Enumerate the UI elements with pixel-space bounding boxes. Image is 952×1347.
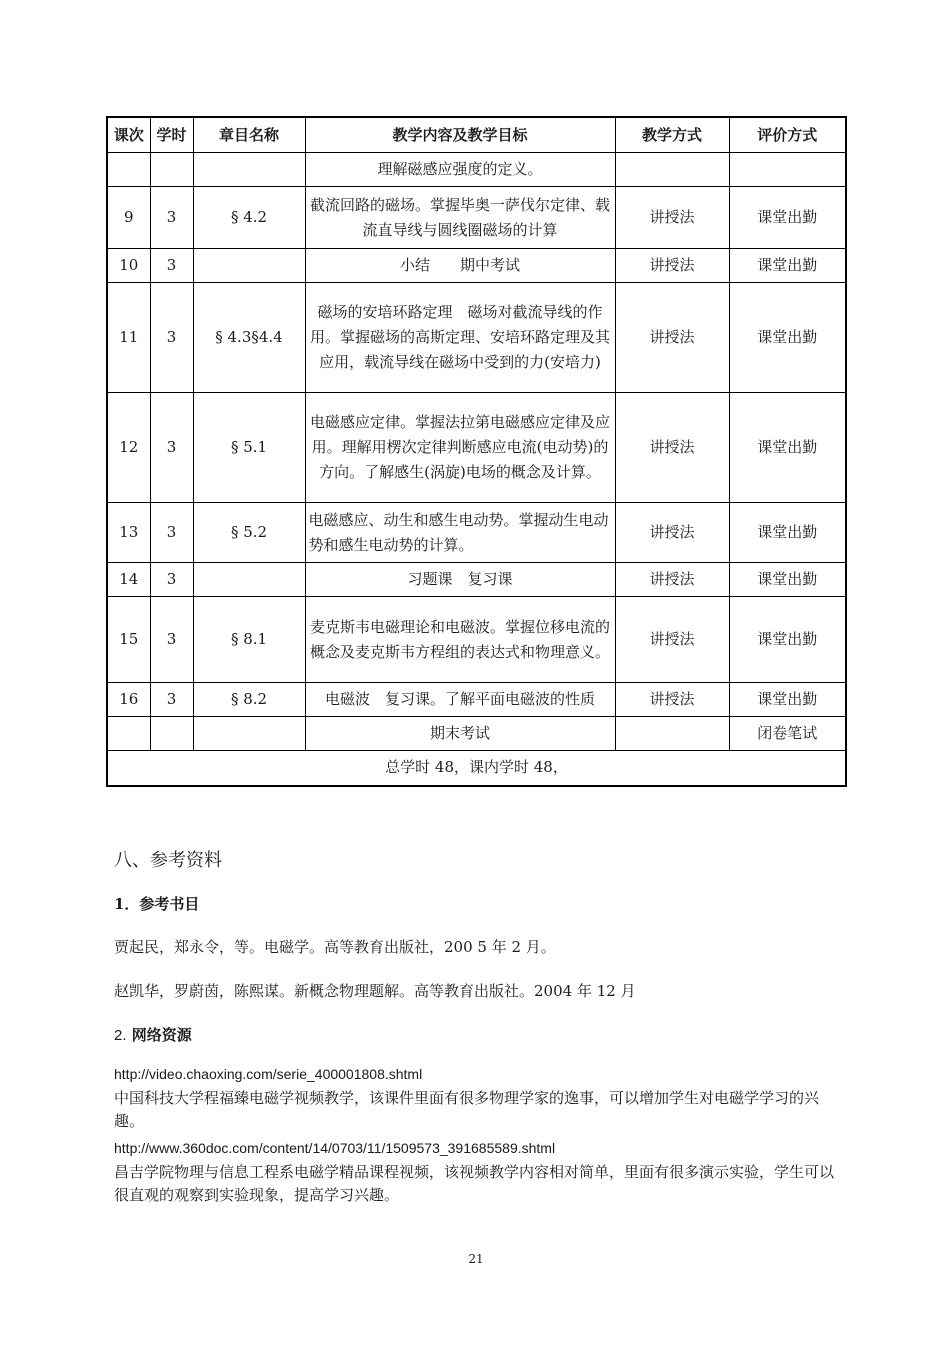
table-header-row (107, 117, 846, 153)
page-number: 21 (468, 1252, 484, 1266)
cell-content: 电磁波 复习课。了解平面电磁波的性质 (305, 683, 615, 717)
schedule-table (106, 116, 847, 787)
section-title: 八、参考资料 (114, 850, 222, 871)
cell-hours: 3 (150, 597, 193, 683)
cell-method: 讲授法 (615, 683, 729, 717)
cell-method (615, 153, 729, 187)
cell-method: 讲授法 (615, 249, 729, 283)
cell-chapter: § 8.1 (193, 597, 305, 683)
cell-lesson (107, 153, 150, 187)
cell-method: 讲授法 (615, 283, 729, 393)
cell-chapter: § 4.3§4.4 (193, 283, 305, 393)
cell-content: 磁场的安培环路定理 磁场对截流导线的作用。掌握磁场的高斯定理、安培环路定理及其应用，载流导线在磁场中受到的力(安培力) (305, 283, 615, 393)
table-row (107, 597, 846, 683)
web-title (114, 1024, 192, 1045)
cell-method: 讲授法 (615, 187, 729, 249)
cell-lesson: 15 (107, 597, 150, 683)
cell-chapter: § 5.2 (193, 503, 305, 563)
cell-eval: 课堂出勤 (729, 393, 846, 503)
cell-eval: 课堂出勤 (729, 563, 846, 597)
cell-hours: 3 (150, 503, 193, 563)
cell-hours: 3 (150, 563, 193, 597)
table-row (107, 717, 846, 751)
cell-chapter: § 8.2 (193, 683, 305, 717)
cell-hours: 3 (150, 249, 193, 283)
web-link[interactable]: http://www.360doc.com/content/14/0703/11/1509573_391685589.shtml (114, 1140, 556, 1156)
cell-content: 习题课 复习课 (305, 563, 615, 597)
cell-eval (729, 153, 846, 187)
table-row (107, 283, 846, 393)
cell-method: 讲授法 (615, 393, 729, 503)
cell-eval: 课堂出勤 (729, 187, 846, 249)
cell-eval: 闭卷笔试 (729, 717, 846, 751)
table-row (107, 393, 846, 503)
cell-lesson: 12 (107, 393, 150, 503)
table-row (107, 683, 846, 717)
table-row (107, 563, 846, 597)
cell-lesson: 9 (107, 187, 150, 249)
cell-hours: 3 (150, 393, 193, 503)
table-total-row (107, 751, 846, 786)
web-description: 昌吉学院物理与信息工程系电磁学精品课程视频，该视频教学内容相对简单，里面有很多演示实验，学生可以很直观的观察到实验现象，提高学习兴趣。 (114, 1163, 835, 1204)
cell-eval: 课堂出勤 (729, 249, 846, 283)
web-link[interactable]: http://video.chaoxing.com/serie_400001808.shtml (114, 1066, 423, 1082)
table-row (107, 187, 846, 249)
header-lesson: 课次 (107, 117, 150, 153)
web-description: 中国科技大学程福臻电磁学视频教学，该课件里面有很多物理学家的逸事，可以增加学生对电磁学学习的兴趣。 (114, 1089, 820, 1130)
cell-total: 总学时 48，课内学时 48， (107, 751, 846, 786)
header-eval: 评价方式 (729, 117, 846, 153)
cell-eval: 课堂出勤 (729, 597, 846, 683)
cell-method (615, 717, 729, 751)
book-entry: 贾起民，郑永令，等。电磁学。高等教育出版社，200 5 年 2 月。 (114, 938, 556, 956)
table-row (107, 503, 846, 563)
header-hours: 学时 (150, 117, 193, 153)
cell-chapter: § 5.1 (193, 393, 305, 503)
cell-eval: 课堂出勤 (729, 283, 846, 393)
table-row (107, 249, 846, 283)
cell-content: 截流回路的磁场。掌握毕奥一萨伐尔定律、载流直导线与圆线圈磁场的计算 (305, 187, 615, 249)
cell-chapter: § 4.2 (193, 187, 305, 249)
books-title: 1．参考书目 (114, 895, 200, 913)
cell-content: 期末考试 (305, 717, 615, 751)
cell-method: 讲授法 (615, 563, 729, 597)
cell-content: 麦克斯韦电磁理论和电磁波。掌握位移电流的概念及麦克斯韦方程组的表达式和物理意义。 (305, 597, 615, 683)
web-title-number: 2. (114, 1027, 127, 1044)
cell-lesson: 13 (107, 503, 150, 563)
cell-method: 讲授法 (615, 503, 729, 563)
table-row (107, 153, 846, 187)
header-method: 教学方式 (615, 117, 729, 153)
header-content: 教学内容及教学目标 (305, 117, 615, 153)
cell-hours (150, 717, 193, 751)
cell-eval: 课堂出勤 (729, 503, 846, 563)
cell-lesson: 14 (107, 563, 150, 597)
cell-lesson: 16 (107, 683, 150, 717)
cell-content: 电磁感应、动生和感生电动势。掌握动生电动势和感生电动势的计算。 (305, 503, 615, 563)
cell-chapter (193, 563, 305, 597)
cell-chapter (193, 153, 305, 187)
cell-content: 电磁感应定律。掌握法拉第电磁感应定律及应用。理解用楞次定律判断感应电流(电动势)的方向。了解感生(涡旋)电场的概念及计算。 (305, 393, 615, 503)
cell-lesson (107, 717, 150, 751)
book-entry: 赵凯华，罗蔚茵，陈熙谋。新概念物理题解。高等教育出版社。2004 年 12 月 (114, 982, 636, 1000)
cell-content: 小结 期中考试 (305, 249, 615, 283)
cell-lesson: 11 (107, 283, 150, 393)
cell-eval: 课堂出勤 (729, 683, 846, 717)
header-chapter: 章目名称 (193, 117, 305, 153)
cell-hours: 3 (150, 187, 193, 249)
cell-content: 理解磁感应强度的定义。 (305, 153, 615, 187)
cell-hours (150, 153, 193, 187)
cell-method: 讲授法 (615, 597, 729, 683)
cell-lesson: 10 (107, 249, 150, 283)
web-title-text: 网络资源 (131, 1026, 192, 1044)
cell-hours: 3 (150, 683, 193, 717)
cell-chapter (193, 717, 305, 751)
cell-hours: 3 (150, 283, 193, 393)
cell-chapter (193, 249, 305, 283)
